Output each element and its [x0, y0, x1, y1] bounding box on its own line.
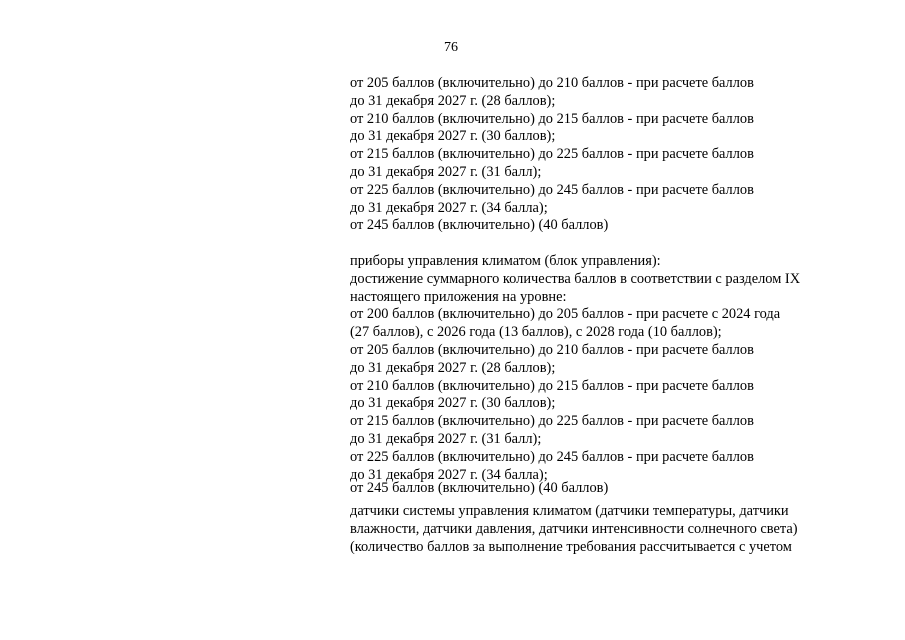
text-line: от 205 баллов (включительно) до 210 баллов - при расчете баллов: [350, 75, 754, 91]
text-line: от 215 баллов (включительно) до 225 баллов - при расчете баллов: [350, 146, 754, 163]
text-line: достижение суммарного количества баллов в соответствии с разделом IX: [350, 270, 801, 287]
text-line: до 31 декабря 2027 г. (28 баллов);: [350, 92, 556, 109]
text-line: влажности, датчики давления, датчики интенсивности солнечного света): [350, 520, 798, 537]
paragraph-block-1: [350, 75, 754, 235]
text-line: до 31 декабря 2027 г. (34 балла);: [350, 466, 548, 483]
text-line: до 31 декабря 2027 г. (31 балл);: [350, 430, 542, 447]
text-line: до 31 декабря 2027 г. (28 баллов);: [350, 359, 556, 376]
text-line: до 31 декабря 2027 г. (30 баллов);: [350, 128, 556, 145]
text-line: датчики системы управления климатом (датчики температуры, датчики: [350, 503, 789, 519]
text-line: (27 баллов), с 2026 года (13 баллов), с 2028 года (10 баллов);: [350, 324, 722, 341]
text-line: приборы управления климатом (блок управления):: [350, 253, 661, 269]
paragraph-block-2: [350, 253, 800, 498]
text-line: от 210 баллов (включительно) до 215 баллов - при расчете баллов: [350, 377, 754, 394]
text-line: (количество баллов за выполнение требования рассчитывается с учетом: [350, 538, 792, 555]
text-line: от 245 баллов (включительно) (40 баллов): [350, 480, 609, 497]
text-line: до 31 декабря 2027 г. (31 балл);: [350, 163, 542, 180]
text-line: от 200 баллов (включительно) до 205 баллов - при расчете с 2024 года: [350, 306, 781, 323]
text-line: до 31 декабря 2027 г. (34 балла);: [350, 199, 548, 216]
text-line: от 210 баллов (включительно) до 215 баллов - при расчете баллов: [350, 110, 754, 127]
paragraph-block-3: [350, 503, 798, 556]
text-line: от 225 баллов (включительно) до 245 баллов - при расчете баллов: [350, 181, 754, 198]
text-line: от 215 баллов (включительно) до 225 баллов - при расчете баллов: [350, 413, 754, 430]
text-line: от 225 баллов (включительно) до 245 баллов - при расчете баллов: [350, 448, 754, 465]
page-number: 76: [444, 40, 458, 55]
text-line: от 245 баллов (включительно) (40 баллов): [350, 217, 609, 234]
text-line: от 205 баллов (включительно) до 210 баллов - при расчете баллов: [350, 341, 754, 358]
text-line: до 31 декабря 2027 г. (30 баллов);: [350, 395, 556, 412]
text-line: настоящего приложения на уровне:: [350, 288, 567, 305]
